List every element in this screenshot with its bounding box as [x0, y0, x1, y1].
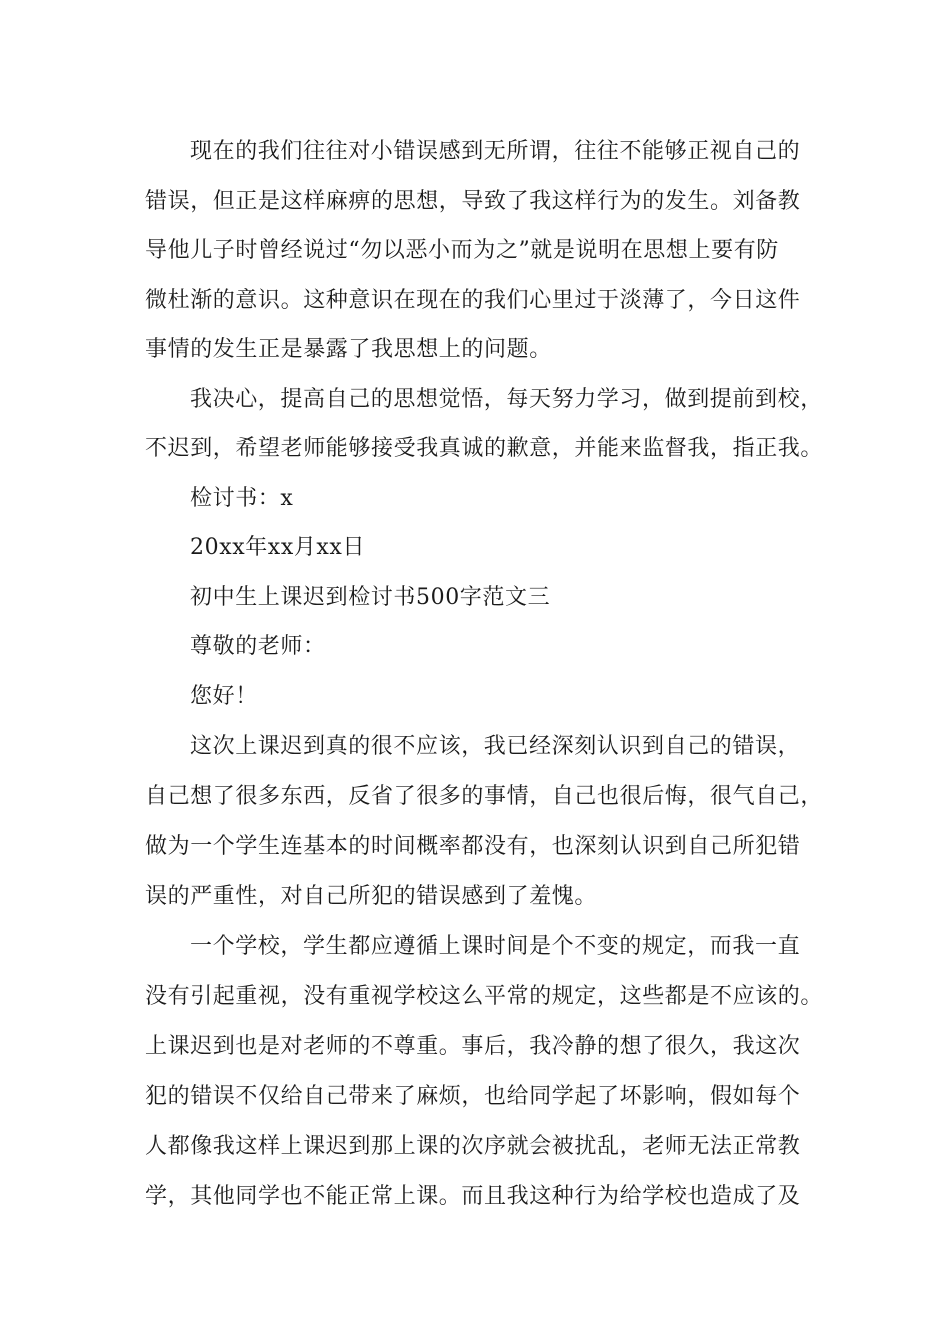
- paragraph-line: 这次上课迟到真的很不应该，我已经深刻认识到自己的错误，: [190, 734, 801, 759]
- greeting: 您好！: [190, 684, 258, 709]
- paragraph-line: 做为一个学生连基本的时间概率都没有，也深刻认识到自己所犯错: [145, 834, 801, 859]
- paragraph-line: 现在的我们往往对小错误感到无所谓，往往不能够正视自己的: [190, 139, 801, 164]
- paragraph-line: 不迟到，希望老师能够接受我真诚的歉意，并能来监督我，指正我。: [145, 436, 824, 461]
- paragraph-line: 上课迟到也是对老师的不尊重。事后，我冷静的想了很久，我这次: [145, 1034, 801, 1059]
- paragraph-line: 自己想了很多东西，反省了很多的事情，自己也很后悔，很气自己，: [145, 784, 824, 809]
- paragraph-line: 微杜渐的意识。这种意识在现在的我们心里过于淡薄了，今日这件: [145, 288, 801, 313]
- signature-line: 检讨书：x: [190, 486, 294, 511]
- paragraph-line: 学，其他同学也不能正常上课。而且我这种行为给学校也造成了及: [145, 1184, 801, 1209]
- paragraph-line: 事情的发生正是暴露了我思想上的问题。: [145, 337, 552, 362]
- section-title: 初中生上课迟到检讨书500字范文三: [190, 585, 551, 610]
- paragraph-line: 导他儿子时曾经说过“勿以恶小而为之”就是说明在思想上要有防: [145, 238, 779, 263]
- paragraph-line: 人都像我这样上课迟到那上课的次序就会被扰乱，老师无法正常教: [145, 1134, 801, 1159]
- paragraph-line: 错误，但正是这样麻痹的思想，导致了我这样行为的发生。刘备教: [145, 189, 801, 214]
- salutation: 尊敬的老师：: [190, 634, 326, 659]
- paragraph-line: 犯的错误不仅给自己带来了麻烦，也给同学起了坏影响，假如每个: [145, 1084, 801, 1109]
- paragraph-line: 我决心，提高自己的思想觉悟，每天努力学习，做到提前到校，: [190, 387, 823, 412]
- paragraph-line: 没有引起重视，没有重视学校这么平常的规定，这些都是不应该的。: [145, 984, 824, 1009]
- paragraph-line: 一个学校，学生都应遵循上课时间是个不变的规定，而我一直: [190, 934, 801, 959]
- date-line: 20xx年xx月xx日: [190, 535, 366, 560]
- paragraph-line: 误的严重性，对自己所犯的错误感到了羞愧。: [145, 884, 598, 909]
